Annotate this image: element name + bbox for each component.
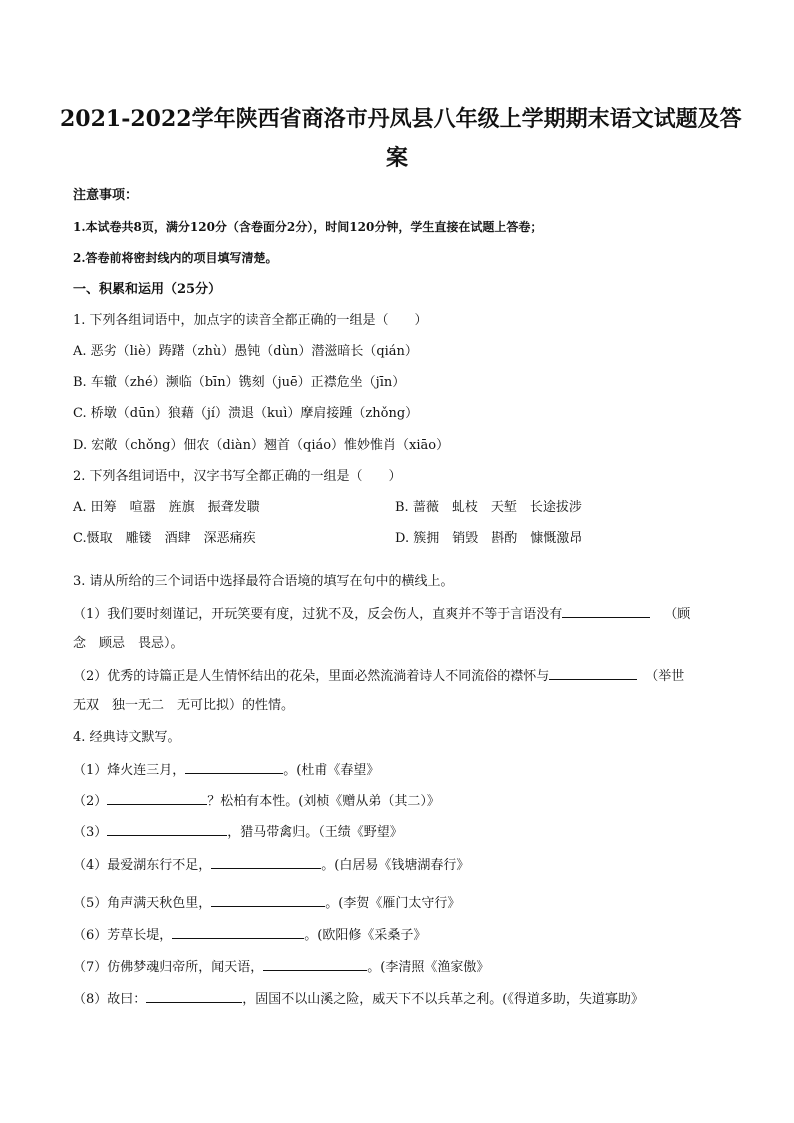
q4-l5-source: 。(李贺《雁门太守行》 xyxy=(325,896,461,911)
q4-line-4 xyxy=(73,855,469,875)
q2-option-b: B. 蔷薇 虬枝 天堑 长途拔涉 xyxy=(395,500,582,515)
q3-sentence-2 xyxy=(73,666,684,686)
q4-l5-blank[interactable] xyxy=(211,893,325,907)
q4-l6-text: （6）芳草长堤， xyxy=(73,928,173,943)
q2-option-a: A. 田筹 喧嚣 旌旗 振聋发聩 xyxy=(73,500,260,515)
q3-s2-text: （2）优秀的诗篇正是人生情怀结出的花朵，里面必然流淌着诗人不同流俗的襟怀与 xyxy=(73,669,550,684)
document-title-line2: 案 xyxy=(385,145,408,171)
q2-stem: 2. 下列各组词语中，汉字书写全都正确的一组是（ ） xyxy=(73,469,402,484)
q4-stem: 4. 经典诗文默写。 xyxy=(73,730,181,745)
q3-s1-choices-start: （顾 xyxy=(664,607,691,622)
q4-l8-source: ，固国不以山溪之险，威天下不以兵革之利。(《得道多助，失道寡助》 xyxy=(242,992,644,1007)
q3-sentence-1 xyxy=(73,604,690,624)
q4-l2-blank[interactable] xyxy=(107,791,207,805)
q4-l1-source: 。(杜甫《春望》 xyxy=(283,763,380,778)
notice-item-2: 2.答卷前将密封线内的项目填写清楚。 xyxy=(73,251,278,265)
q3-s2-blank[interactable] xyxy=(549,666,637,680)
q1-stem: 1. 下列各组词语中，加点字的读音全都正确的一组是（ ） xyxy=(73,313,428,328)
q3-s1-choices: 念 顾忌 畏忌）。 xyxy=(73,636,184,651)
q2-option-d: D. 簇拥 销毁 斟酌 慷慨激昂 xyxy=(395,531,583,546)
document-title-line1: 2021-2022学年陕西省商洛市丹凤县八年级上学期期末语文试题及答 xyxy=(60,106,742,132)
notice-heading: 注意事项： xyxy=(73,188,139,203)
q4-line-5 xyxy=(73,893,460,913)
q4-l3-source: ，猎马带禽归。（王绩《野望》 xyxy=(227,825,403,840)
q4-l1-blank[interactable] xyxy=(185,760,283,774)
q4-line-6 xyxy=(73,925,426,945)
q4-l1-text: （1）烽火连三月， xyxy=(73,763,186,778)
q4-line-1 xyxy=(73,760,379,780)
q3-stem: 3. 请从所给的三个词语中选择最符合语境的填写在句中的横线上。 xyxy=(73,574,454,589)
q1-option-d: D. 宏敞（chǒng）佃农（diàn）翘首（qiáo）惟妙惟肖（xiāo） xyxy=(73,438,450,453)
q4-l4-text: （4）最爱湖东行不足， xyxy=(73,858,212,873)
q4-l3-text: （3） xyxy=(73,825,108,840)
q4-l6-blank[interactable] xyxy=(172,925,304,939)
q4-l5-text: （5）角声满天秋色里， xyxy=(73,896,212,911)
q3-s2-choices: 无双 独一无二 无可比拟）的性情。 xyxy=(73,698,295,713)
q3-s1-text: （1）我们要时刻谨记，开玩笑要有度，过犹不及，反会伤人，直爽并不等于言语没有 xyxy=(73,607,563,622)
q4-line-3 xyxy=(73,822,403,842)
q4-line-7 xyxy=(73,957,489,977)
q4-l4-source: 。(白居易《钱塘湖春行》 xyxy=(321,858,470,873)
q4-l2-source: ？松柏有本性。(刘桢《赠从弟（其二）》 xyxy=(207,794,440,809)
notice-item-1: 1.本试卷共8页，满分120分（含卷面分2分），时间120分钟，学生直接在试题上答卷； xyxy=(73,220,543,234)
q4-l2-text: （2） xyxy=(73,794,108,809)
q4-l7-text: （7）仿佛梦魂归帝所，闻天语， xyxy=(73,960,264,975)
q4-l3-blank[interactable] xyxy=(107,822,227,836)
q3-s1-blank[interactable] xyxy=(562,604,650,618)
q4-l8-blank[interactable] xyxy=(146,989,242,1003)
q3-s2-choices-start: （举世 xyxy=(645,669,685,684)
q4-line-8 xyxy=(73,989,644,1009)
q1-option-c: C. 桥墩（dūn）狼藉（jí）溃退（kuì）摩肩接踵（zhǒng） xyxy=(73,406,419,421)
q4-line-2 xyxy=(73,791,440,811)
q1-option-a: A. 恶劣（liè）踌躇（zhù）愚钝（dùn）潜滋暗长（qián） xyxy=(73,344,418,359)
q1-option-b: B. 车辙（zhé）濒临（bīn）镌刻（juē）正襟危坐（jīn） xyxy=(73,375,406,390)
q4-l7-blank[interactable] xyxy=(263,957,367,971)
q2-option-c: C.慑取 雕镂 酒肆 深恶痛疾 xyxy=(73,531,256,546)
q4-l6-source: 。(欧阳修《采桑子》 xyxy=(304,928,427,943)
q4-l4-blank[interactable] xyxy=(211,855,321,869)
q4-l8-text: （8）故曰： xyxy=(73,992,147,1007)
q4-l7-source: 。(李清照《渔家傲》 xyxy=(367,960,490,975)
section-1-heading: 一、积累和运用（25分） xyxy=(73,282,222,297)
